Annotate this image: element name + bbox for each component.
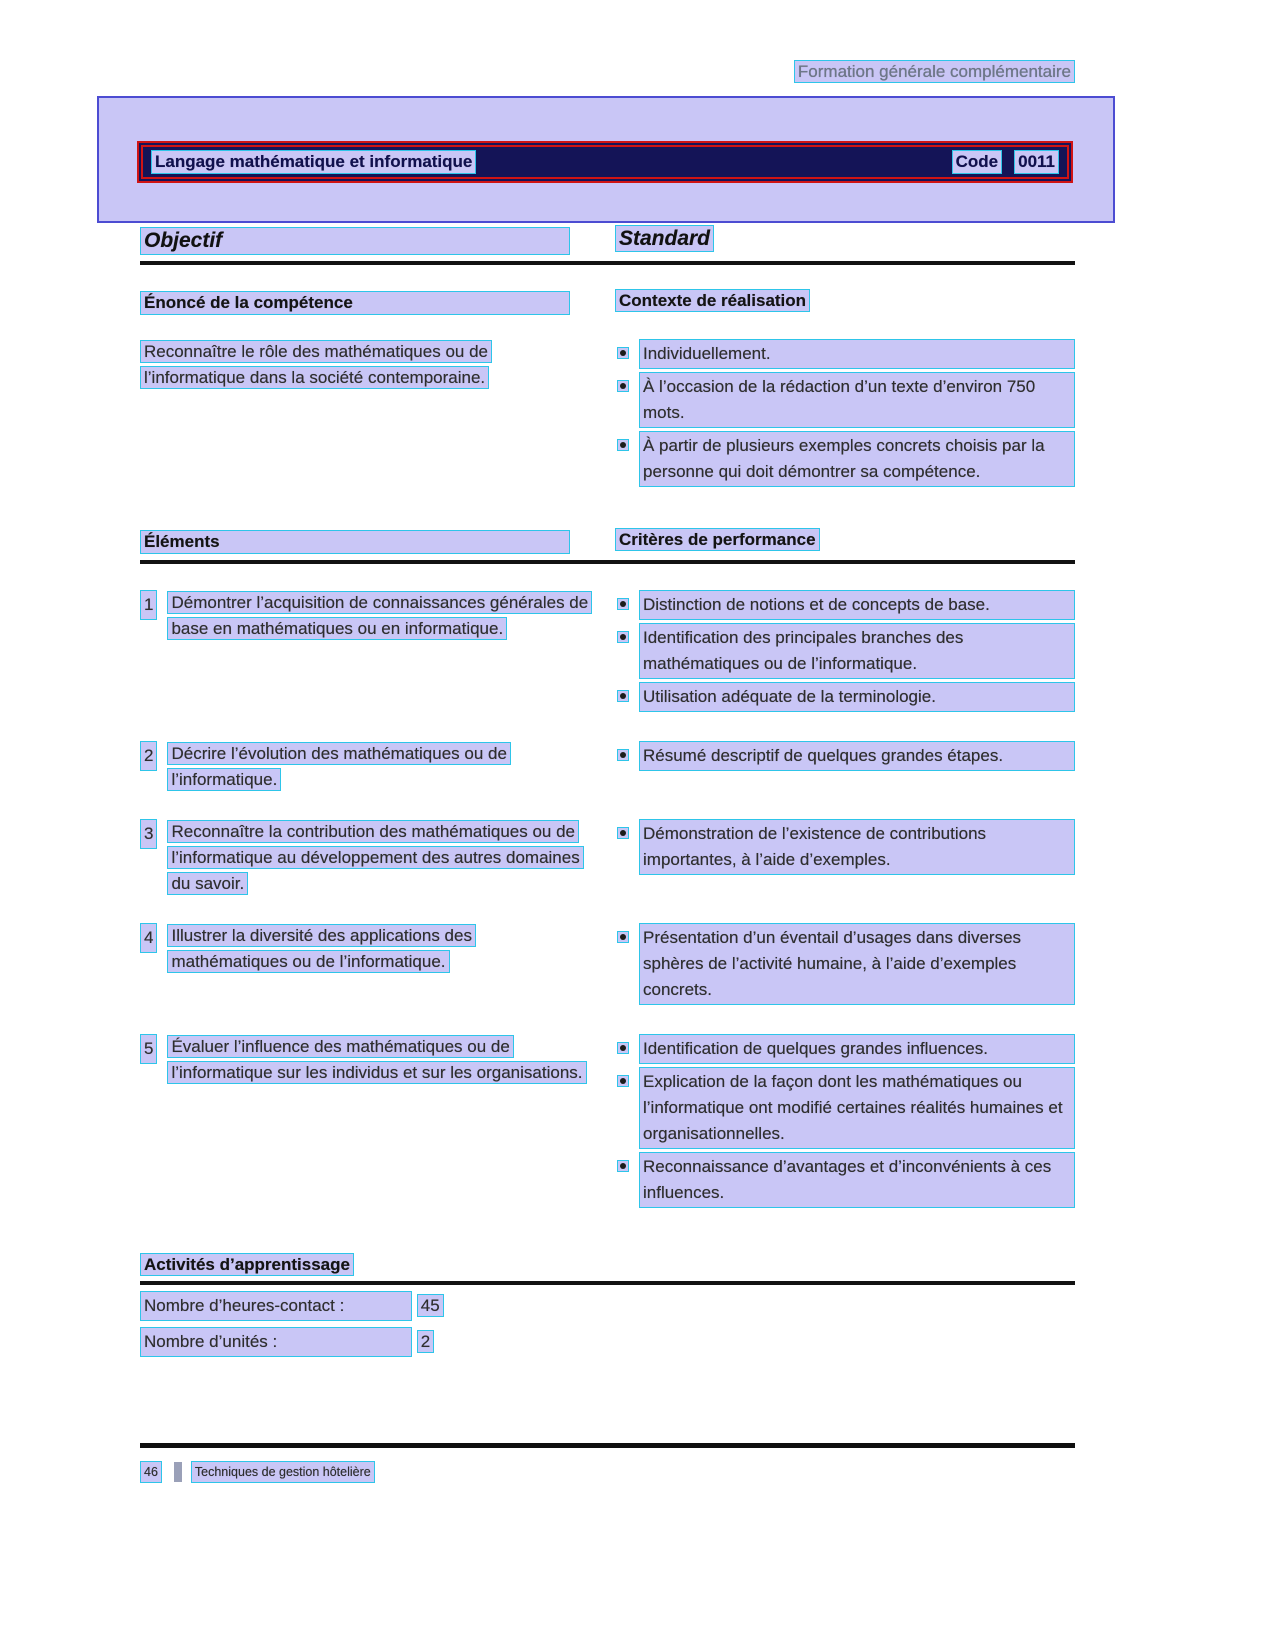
hours-contact-value: 45 [417, 1294, 444, 1317]
table-row [140, 741, 1075, 793]
hours-contact-label: Nombre d’heures-contact : [140, 1291, 412, 1321]
objectif-header-label: Objectif [140, 227, 570, 255]
footer-page-number: 46 [140, 1461, 162, 1483]
bullet-icon [617, 1160, 629, 1172]
context-bullet-list [615, 339, 1075, 490]
page-header-label: Formation générale complémentaire [794, 60, 1075, 83]
bullet-icon [617, 1075, 629, 1087]
list-item [615, 923, 1075, 1005]
competence-left-title-cell [140, 291, 615, 315]
criteria-cell [615, 1034, 1075, 1211]
list-item [615, 372, 1075, 428]
element-text-wrap [167, 819, 591, 897]
element-cell [140, 1034, 615, 1211]
element-cell [140, 590, 615, 715]
criterion-text: Reconnaissance d’avantages et d’inconvénients à ces influences. [639, 1152, 1075, 1208]
bullet-icon [617, 1042, 629, 1054]
bullet-icon [617, 690, 629, 702]
element-number: 3 [140, 819, 157, 849]
context-bullet-text: À partir de plusieurs exemples concrets choisis par la personne qui doit démontrer sa compétence. [639, 431, 1075, 487]
activities-section-header [140, 1255, 1075, 1285]
list-item [615, 339, 1075, 369]
element-number: 4 [140, 923, 157, 953]
bullet-icon [617, 749, 629, 761]
criterion-text: Utilisation adéquate de la terminologie. [639, 682, 1075, 712]
course-title: Langage mathématique et informatique [151, 150, 476, 174]
element-number: 1 [140, 590, 157, 620]
list-item [615, 623, 1075, 679]
criterion-text: Identification de quelques grandes influences. [639, 1034, 1075, 1064]
criterion-text: Distinction de notions et de concepts de base. [639, 590, 1075, 620]
competence-statement: Reconnaître le rôle des mathématiques ou de l’informatique dans la société contemporaine. [140, 340, 492, 389]
criteria-header-label: Critères de performance [615, 528, 820, 551]
footer-rule [140, 1443, 1075, 1448]
element-number: 2 [140, 741, 157, 771]
course-title-box [97, 96, 1115, 223]
list-item [615, 741, 1075, 771]
criterion-text: Explication de la façon dont les mathématiques ou l’informatique ont modifié certaines réalités humaines et organisationnelles. [639, 1067, 1075, 1149]
competence-right-title-cell [615, 291, 1075, 315]
units-label: Nombre d’unités : [140, 1327, 412, 1357]
element-text-wrap [167, 590, 591, 715]
bullet-icon [617, 439, 629, 451]
element-number: 5 [140, 1034, 157, 1064]
activities-title: Activités d’apprentissage [140, 1253, 354, 1276]
footer-divider-bar [174, 1462, 182, 1482]
element-text: Illustrer la diversité des applications des mathématiques ou de l’informatique. [167, 924, 475, 973]
list-item [615, 819, 1075, 875]
bullet-icon [617, 347, 629, 359]
context-bullet-text: Individuellement. [639, 339, 1075, 369]
competence-body-row [140, 339, 1075, 490]
element-text: Démontrer l’acquisition de connaissances générales de base en mathématiques ou en informatique. [167, 591, 592, 640]
units-value: 2 [417, 1330, 434, 1353]
context-bullet-text: À l’occasion de la rédaction d’un texte d’environ 750 mots. [639, 372, 1075, 428]
bullet-icon [617, 380, 629, 392]
table-row [140, 1034, 1075, 1211]
competence-section-titles [140, 291, 1075, 315]
page-footer [140, 1443, 1075, 1483]
hours-contact-line [140, 1291, 1075, 1321]
enonce-competence-title: Énoncé de la compétence [140, 291, 570, 315]
list-item [615, 1034, 1075, 1064]
contexte-realisation-title: Contexte de réalisation [615, 289, 810, 312]
page-header [140, 0, 1075, 82]
elements-header-cell [140, 530, 615, 554]
footer-label: Techniques de gestion hôtelière [191, 1461, 375, 1483]
element-text-wrap [167, 1034, 591, 1211]
criteria-cell [615, 741, 1075, 793]
footer-line [140, 1461, 1075, 1483]
element-cell [140, 819, 615, 897]
objectif-column-header [140, 227, 615, 255]
bullet-icon [617, 598, 629, 610]
standard-column-header [615, 227, 1075, 255]
course-code-group [952, 150, 1059, 174]
table-row [140, 590, 1075, 715]
list-item [615, 1152, 1075, 1208]
element-text: Décrire l’évolution des mathématiques ou de l’informatique. [167, 742, 510, 791]
table-row [140, 819, 1075, 897]
element-text-wrap [167, 741, 591, 793]
bullet-icon [617, 631, 629, 643]
criteria-cell [615, 590, 1075, 715]
objective-standard-header-row [140, 227, 1075, 265]
criteria-header-cell [615, 530, 1075, 554]
page-content [140, 0, 1075, 1357]
bullet-icon [617, 931, 629, 943]
elements-criteria-header-row [140, 530, 1075, 564]
units-line [140, 1327, 1075, 1357]
code-value: 0011 [1014, 150, 1059, 174]
criterion-text: Présentation d’un éventail d’usages dans diverses sphères de l’activité humaine, à l’aide d’exemples concrets. [639, 923, 1075, 1005]
element-cell [140, 923, 615, 1008]
table-row [140, 923, 1075, 1008]
element-text: Évaluer l’influence des mathématiques ou de l’informatique sur les individus et sur les organisations. [167, 1035, 586, 1084]
element-text: Reconnaître la contribution des mathématiques ou de l’informatique au développement des autres domaines du savoir. [167, 820, 583, 895]
list-item [615, 682, 1075, 712]
criteria-cell [615, 819, 1075, 897]
course-title-bar [137, 141, 1073, 183]
elements-header-label: Éléments [140, 530, 570, 554]
element-cell [140, 741, 615, 793]
competence-statement-cell [140, 339, 615, 490]
criterion-text: Résumé descriptif de quelques grandes étapes. [639, 741, 1075, 771]
criterion-text: Démonstration de l’existence de contributions importantes, à l’aide d’exemples. [639, 819, 1075, 875]
list-item [615, 431, 1075, 487]
list-item [615, 1067, 1075, 1149]
list-item [615, 590, 1075, 620]
code-label: Code [952, 150, 1003, 174]
criterion-text: Identification des principales branches des mathématiques ou de l’informatique. [639, 623, 1075, 679]
element-text-wrap [167, 923, 591, 1008]
bullet-icon [617, 827, 629, 839]
standard-header-label: Standard [615, 225, 714, 252]
criteria-cell [615, 923, 1075, 1008]
